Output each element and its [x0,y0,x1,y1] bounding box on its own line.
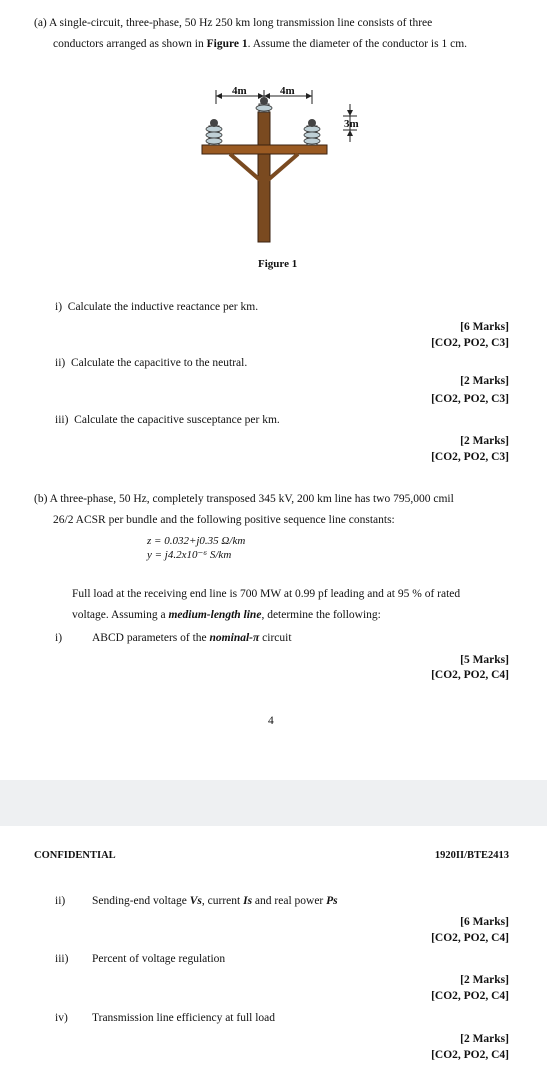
dimension-label-left: 4m [232,85,247,97]
part-a-intro-line2 [53,37,467,51]
question-a-i [55,300,258,314]
confidential-label: CONFIDENTIAL [34,850,116,861]
dimension-label-right: 4m [280,85,295,97]
marks-b-iii: [2 Marks] [460,974,509,986]
question-b-ii-part1: Sending-end voltage [92,895,190,907]
question-a-ii [55,356,247,370]
part-b-intro-line1: (b) A three-phase, 50 Hz, completely transposed 345 kV, 200 km line has two 795,000 cmil [34,493,454,505]
marks-a-ii: [2 Marks] [460,375,509,387]
ps-symbol: Ps [326,895,338,907]
marks-a-i: [6 Marks] [460,321,509,333]
co-b-iv: [CO2, PO2, C4] [431,1049,509,1061]
dimension-label-vertical: 3m [344,118,359,130]
question-a-ii-number: ii) [55,357,66,369]
question-a-iii-number: iii) [55,414,69,426]
insulator-right [304,119,320,145]
figure-caption: Figure 1 [258,258,298,270]
co-a-iii: [CO2, PO2, C3] [431,451,509,463]
part-a-line2-end: . Assume the diameter of the conductor is 1 cm. [247,38,468,50]
marks-a-iii: [2 Marks] [460,435,509,447]
part-a-line2-start: conductors arranged as shown in [53,38,207,50]
question-a-ii-text: Calculate the capacitive to the neutral. [70,357,248,369]
question-a-i-text: Calculate the inductive reactance per km. [67,301,259,313]
co-b-ii: [CO2, PO2, C4] [431,932,509,944]
insulator-left [206,119,222,145]
question-b-iv: Transmission line efficiency at full load [92,1012,276,1024]
co-b-i: [CO2, PO2, C4] [431,669,509,681]
question-b-ii [92,894,338,908]
question-a-iii-text: Calculate the capacitive susceptance per km. [74,414,280,426]
course-code: 1920II/BTE2413 [434,850,509,861]
impedance-equation: z = 0.032+j0.35 Ω/km [147,535,246,547]
question-b-ii-part5: and real power [252,895,327,907]
marks-b-iv: [2 Marks] [460,1033,509,1045]
question-b-iii: Percent of voltage regulation [92,953,226,965]
admittance-equation: y = j4.2x10⁻⁶ S/km [147,549,232,561]
question-b-i [92,631,292,645]
vs-symbol: Vs [189,895,202,907]
load-description-line2 [72,608,381,622]
insulator-middle [256,97,272,112]
co-a-ii: [CO2, PO2, C3] [431,393,509,405]
figure-1-transmission-tower [200,82,375,247]
medium-length-line-emphasis: medium-length line [168,609,262,621]
question-a-iii [55,413,280,427]
question-b-iv-number: iv) [55,1012,68,1024]
question-b-iii-number: iii) [55,953,69,965]
part-b-intro-line2: 26/2 ACSR per bundle and the following positive sequence line constants: [53,514,395,526]
figure-reference: Figure 1 [206,38,248,50]
question-b-i-text-start: ABCD parameters of the [92,632,210,644]
question-b-ii-number: ii) [55,895,66,907]
is-symbol: Is [243,895,253,907]
question-a-i-number: i) [55,301,63,313]
load-line2-end: , determine the following: [261,609,381,621]
question-b-i-number: i) [55,632,63,644]
co-a-i: [CO2, PO2, C3] [431,337,509,349]
co-b-iii: [CO2, PO2, C4] [431,990,509,1002]
tower-diagram [200,82,375,247]
load-description-line1: Full load at the receiving end line is 700 MW at 0.99 pf leading and at 95 % of rated [72,588,461,600]
page-number: 4 [268,715,274,727]
part-a-intro-line1: (a) A single-circuit, three-phase, 50 Hz 250 km long transmission line consists of three [34,17,433,29]
question-b-i-text-end: circuit [259,632,292,644]
marks-b-ii: [6 Marks] [460,916,509,928]
question-b-ii-part3: , current [201,895,244,907]
load-line2-start: voltage. Assuming a [72,609,169,621]
marks-b-i: [5 Marks] [460,654,509,666]
nominal-pi-emphasis: nominal-π [209,632,260,644]
page-separator [0,780,547,826]
